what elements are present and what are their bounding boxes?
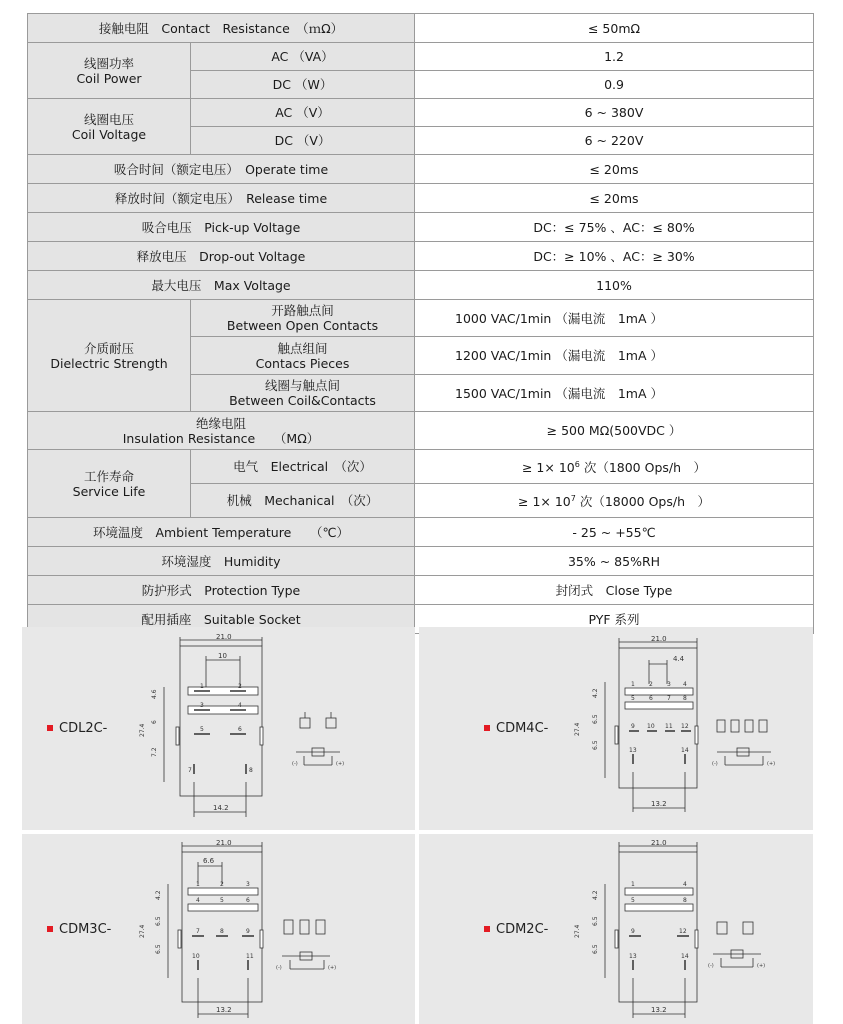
dielectric-open-value: 1000 VAC/1min （漏电流 1mA ） <box>415 300 814 337</box>
cdm4c-term-3: 3 <box>667 681 671 688</box>
cdm3c-term-4: 4 <box>196 897 200 904</box>
coil-voltage-dc-value: 6 ~ 220V <box>415 127 814 155</box>
cdm3c-bottom-dim: 13.2 <box>216 1006 232 1014</box>
cdm3c-term-1: 1 <box>196 881 200 888</box>
max-voltage-value: 110% <box>415 271 814 300</box>
coil-voltage-ac-value: 6 ~ 380V <box>415 99 814 127</box>
cdm4c-term-9: 9 <box>631 723 635 730</box>
cdm4c-label: CDM4C- <box>484 721 548 736</box>
cdl2c-h3: 7.2 <box>151 747 158 757</box>
cdm3c-h3: 6.5 <box>155 944 162 954</box>
cdm3c-term-11: 11 <box>246 953 254 960</box>
insulation-label: 绝缘电阻 Insulation Resistance （MΩ） <box>28 412 415 450</box>
pickup-voltage-label: 吸合电压 Pick-up Voltage <box>28 213 415 242</box>
dielectric-pieces-value: 1200 VAC/1min （漏电流 1mA ） <box>415 337 814 375</box>
cdm4c-schematic <box>712 720 775 767</box>
cdm2c-term-13: 13 <box>629 953 637 960</box>
cdl2c-drawing <box>130 632 410 827</box>
cdl2c-term-8: 8 <box>249 767 253 774</box>
coil-voltage-label: 线圈电压 Coil Voltage <box>28 99 191 155</box>
cdm2c-term-12: 12 <box>679 928 687 935</box>
protection-value: 封闭式 Close Type <box>415 576 814 605</box>
cdm2c-term-5: 5 <box>631 897 635 904</box>
contact-resistance-value: ≤ 50mΩ <box>415 14 814 43</box>
cdm3c-label: CDM3C- <box>47 922 111 937</box>
operate-time-value: ≤ 20ms <box>415 155 814 184</box>
cdm2c-drawing <box>567 838 807 1023</box>
mechanical-value: ≥ $1\times 10^7$ 次（18000 Ops/h ） <box>415 484 814 518</box>
cdm2c-h2: 6.5 <box>592 916 599 926</box>
bullet-icon <box>47 725 53 731</box>
cdm3c-hh: 27.4 <box>139 924 146 938</box>
row-humidity <box>28 547 814 576</box>
cdm3c-width: 21.0 <box>216 839 232 847</box>
cdm4c-term-7: 7 <box>667 695 671 702</box>
cdm3c-h1: 4.2 <box>155 890 162 900</box>
row-max-voltage <box>28 271 814 300</box>
release-time-label: 释放时间（额定电压） Release time <box>28 184 415 213</box>
humidity-value: 35% ~ 85%RH <box>415 547 814 576</box>
operate-time-label: 吸合时间（额定电压） Operate time <box>28 155 415 184</box>
cdm3c-term-7: 7 <box>196 928 200 935</box>
cdm3c-drawing <box>130 838 410 1023</box>
coil-power-ac-value: 1.2 <box>415 43 814 71</box>
cdm2c-label: CDM2C- <box>484 922 548 937</box>
socket-value: PYF 系列 <box>415 605 814 634</box>
socket-label: 配用插座 Suitable Socket <box>28 605 415 634</box>
cdm3c-plus: (+) <box>328 965 337 971</box>
cdm4c-top-dim: 4.4 <box>673 655 685 663</box>
dielectric-coil-value: 1500 VAC/1min （漏电流 1mA ） <box>415 375 814 412</box>
cdm4c-h2: 6.5 <box>592 714 599 724</box>
cdm4c-plus: (+) <box>767 761 776 767</box>
cdm3c-term-8: 8 <box>220 928 224 935</box>
cdm2c-term-4: 4 <box>683 881 687 888</box>
cdm3c-top-dim: 6.6 <box>203 857 215 865</box>
contact-resistance-label: 接触电阻 Contact Resistance （ｍΩ） <box>28 14 415 43</box>
protection-label: 防护形式 Protection Type <box>28 576 415 605</box>
dielectric-pieces-label: 触点组间 Contacs Pieces <box>191 337 415 375</box>
cdm3c-term-2: 2 <box>220 881 224 888</box>
cdl2c-width: 21.0 <box>216 633 232 641</box>
spec-table <box>27 13 814 634</box>
cdm3c-term-6: 6 <box>246 897 250 904</box>
cdm4c-term-13: 13 <box>629 747 637 754</box>
electrical-label: 电气 Electrical （次） <box>191 450 415 484</box>
row-dielectric-1 <box>28 300 814 337</box>
cdm4c-term-1: 1 <box>631 681 635 688</box>
max-voltage-label: 最大电压 Max Voltage <box>28 271 415 300</box>
cdm4c-term-4: 4 <box>683 681 687 688</box>
row-ambient-temp <box>28 518 814 547</box>
cdl2c-term-5: 5 <box>200 726 204 733</box>
cdl2c-term-3: 3 <box>200 702 204 709</box>
cdm2c-term-8: 8 <box>683 897 687 904</box>
row-protection <box>28 576 814 605</box>
cdm3c-term-5: 5 <box>220 897 224 904</box>
mechanical-label: 机械 Mechanical （次） <box>191 484 415 518</box>
cdm3c-term-3: 3 <box>246 881 250 888</box>
row-coil-voltage-ac <box>28 99 814 127</box>
cdm4c-bottom-dim: 13.2 <box>651 800 667 808</box>
row-insulation <box>28 412 814 450</box>
coil-power-dc-value: 0.9 <box>415 71 814 99</box>
cdm2c-term-9: 9 <box>631 928 635 935</box>
dielectric-label: 介质耐压 Dielectric Strength <box>28 300 191 412</box>
row-coil-power-ac <box>28 43 814 71</box>
dielectric-open-label: 开路触点间 Between Open Contacts <box>191 300 415 337</box>
cdm2c-term-1: 1 <box>631 881 635 888</box>
cdm3c-term-9: 9 <box>246 928 250 935</box>
dropout-voltage-value: DC：≥ 10% 、AC：≥ 30% <box>415 242 814 271</box>
coil-power-ac-label: AC （VA） <box>191 43 415 71</box>
service-life-label: 工作寿命 Service Life <box>28 450 191 518</box>
release-time-value: ≤ 20ms <box>415 184 814 213</box>
cdm4c-term-11: 11 <box>665 723 673 730</box>
cdm4c-term-2: 2 <box>649 681 653 688</box>
bullet-icon <box>47 926 53 932</box>
cdl2c-term-4: 4 <box>238 702 242 709</box>
cdl2c-term-7: 7 <box>188 767 192 774</box>
cdm2c-schematic <box>708 922 765 969</box>
dielectric-coil-label: 线圈与触点间 Between Coil&Contacts <box>191 375 415 412</box>
cdm4c-term-8: 8 <box>683 695 687 702</box>
row-pickup-voltage <box>28 213 814 242</box>
cdm4c-term-6: 6 <box>649 695 653 702</box>
cdm4c-hh: 27.4 <box>574 722 581 736</box>
cdm2c-plus: (+) <box>757 963 766 969</box>
cdm4c-minus: (-) <box>712 761 718 767</box>
humidity-label: 环境湿度 Humidity <box>28 547 415 576</box>
pickup-voltage-value: DC：≤ 75% 、AC：≤ 80% <box>415 213 814 242</box>
cdl2c-h1: 4.6 <box>151 689 158 699</box>
cdm4c-term-14: 14 <box>681 747 689 754</box>
coil-voltage-dc-label: DC （V） <box>191 127 415 155</box>
cdl2c-label: CDL2C- <box>47 721 107 736</box>
row-release-time <box>28 184 814 213</box>
insulation-value: ≥ 500 MΩ(500VDC ） <box>415 412 814 450</box>
cdm3c-minus: (-) <box>276 965 282 971</box>
coil-power-dc-label: DC （W） <box>191 71 415 99</box>
cdm4c-term-12: 12 <box>681 723 689 730</box>
cdm3c-schematic <box>276 920 336 971</box>
cdl2c-minus: (-) <box>292 761 298 767</box>
cdm4c-width: 21.0 <box>651 635 667 643</box>
bullet-icon <box>484 926 490 932</box>
row-contact-resistance <box>28 14 814 43</box>
cdm4c-h3: 6.5 <box>592 740 599 750</box>
coil-voltage-ac-label: AC （V） <box>191 99 415 127</box>
electrical-value: ≥ $1\times 10^6$ 次（1800 Ops/h ） <box>415 450 814 484</box>
cdm3c-h2: 6.5 <box>155 916 162 926</box>
cdm2c-h1: 4.2 <box>592 890 599 900</box>
dropout-voltage-label: 释放电压 Drop-out Voltage <box>28 242 415 271</box>
coil-power-label: 线圈功率 Coil Power <box>28 43 191 99</box>
cdm2c-width: 21.0 <box>651 839 667 847</box>
row-operate-time <box>28 155 814 184</box>
cdl2c-h2: 6 <box>151 720 158 724</box>
cdl2c-term-1: 1 <box>200 683 204 690</box>
ambient-temp-value: - 25 ~ +55℃ <box>415 518 814 547</box>
ambient-temp-label: 环境温度 Ambient Temperature （℃） <box>28 518 415 547</box>
cdm4c-h1: 4.2 <box>592 688 599 698</box>
cdm2c-hh: 27.4 <box>574 924 581 938</box>
cdm2c-minus: (-) <box>708 963 714 969</box>
cdm3c-term-10: 10 <box>192 953 200 960</box>
cdm4c-term-5: 5 <box>631 695 635 702</box>
cdm2c-term-14: 14 <box>681 953 689 960</box>
cdl2c-bottom-dim: 14.2 <box>213 804 229 812</box>
row-service-life-electrical <box>28 450 814 484</box>
cdl2c-term-2: 2 <box>238 683 242 690</box>
cdl2c-schematic <box>292 712 344 767</box>
cdl2c-term-6: 6 <box>238 726 242 733</box>
cdm2c-h3: 6.5 <box>592 944 599 954</box>
row-dropout-voltage <box>28 242 814 271</box>
bullet-icon <box>484 725 490 731</box>
cdl2c-top-dim: 10 <box>218 652 227 660</box>
cdl2c-plus: (+) <box>336 761 345 767</box>
cdm4c-term-10: 10 <box>647 723 655 730</box>
cdm2c-bottom-dim: 13.2 <box>651 1006 667 1014</box>
cdm4c-drawing <box>567 632 807 827</box>
cdl2c-hh: 27.4 <box>139 723 146 737</box>
